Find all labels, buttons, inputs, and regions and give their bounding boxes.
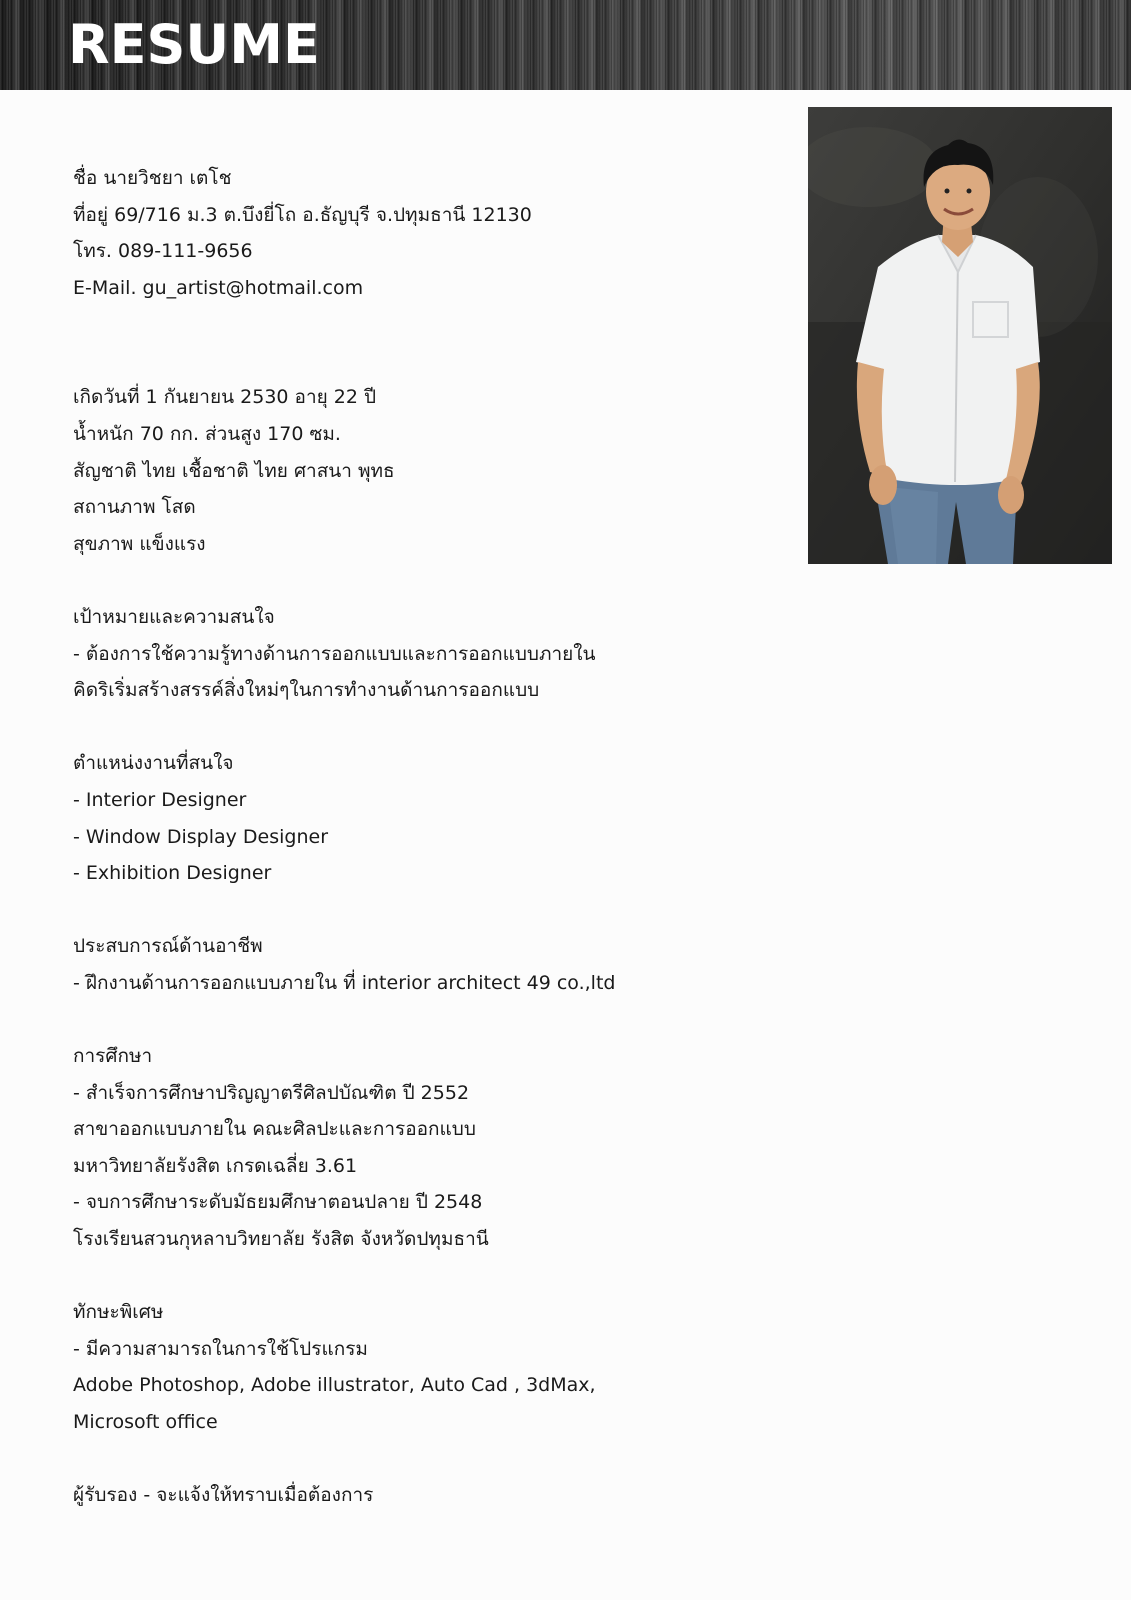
- page-title: RESUME: [68, 13, 320, 76]
- email-line: E-Mail. gu_artist@hotmail.com: [73, 276, 364, 299]
- name-line: ชื่อ นายวิชยา เตโช: [73, 167, 232, 189]
- status-line: สถานภาพ โสด: [73, 496, 196, 519]
- spacer: [73, 892, 793, 929]
- reference-line: ผู้รับรอง - จะแจ้งให้ทราบเมื่อต้องการ: [73, 1484, 374, 1507]
- education-line: - สำเร็จการศึกษาปริญญาตรีศิลปบัณฑิต ปี 2552: [73, 1081, 470, 1104]
- goal-heading: เป้าหมายและความสนใจ: [73, 605, 275, 628]
- position-item: - Exhibition Designer: [73, 862, 272, 885]
- person-portrait-icon: [808, 107, 1112, 564]
- goal-line: คิดริเริ่มสร้างสรรค์สิ่งใหม่ๆในการทำงานด้านการออกแบบ: [73, 679, 540, 702]
- education-heading: การศึกษา: [73, 1045, 153, 1068]
- spacer: [73, 709, 793, 746]
- profile-photo: [808, 107, 1112, 564]
- spacer: [73, 1258, 793, 1295]
- nationality-line: สัญชาติ ไทย เชื้อชาติ ไทย ศาสนา พุทธ: [73, 459, 395, 482]
- skills-line: - มีความสามารถในการใช้โปรแกรม: [73, 1337, 368, 1360]
- education-line: สาขาออกแบบภายใน คณะศิลปะและการออกแบบ: [73, 1118, 476, 1141]
- body-line: น้ำหนัก 70 กก. ส่วนสูง 170 ซม.: [73, 422, 341, 445]
- header-banner: [0, 0, 1131, 90]
- experience-line: - ฝึกงานด้านการออกแบบภายใน ที่ interior architect 49 co.,ltd: [73, 971, 616, 994]
- skills-line: Microsoft office: [73, 1411, 218, 1433]
- phone-line: โทร. 089-111-9656: [73, 240, 253, 263]
- resume-body: [73, 160, 793, 1514]
- health-line: สุขภาพ แข็งแรง: [73, 532, 206, 555]
- birth-line: เกิดวันที่ 1 กันยายน 2530 อายุ 22 ปี: [73, 386, 377, 409]
- experience-heading: ประสบการณ์ด้านอาชีพ: [73, 935, 263, 958]
- address-line: ที่อยู่ 69/716 ม.3 ต.บึงยี่โถ อ.ธัญบุรี จ.ปทุมธานี 12130: [73, 203, 532, 226]
- spacer: [73, 306, 793, 379]
- skills-heading: ทักษะพิเศษ: [73, 1301, 164, 1324]
- spacer: [73, 562, 793, 599]
- education-line: - จบการศึกษาระดับมัธยมศึกษาตอนปลาย ปี 2548: [73, 1191, 483, 1214]
- positions-heading: ตำแหน่งงานที่สนใจ: [73, 752, 234, 775]
- spacer: [73, 1001, 793, 1038]
- goal-line: - ต้องการใช้ความรู้ทางด้านการออกแบบและการออกแบบภายใน: [73, 642, 596, 665]
- spacer: [73, 1441, 793, 1478]
- skills-line: Adobe Photoshop, Adobe illustrator, Auto Cad , 3dMax,: [73, 1374, 596, 1397]
- position-item: - Interior Designer: [73, 788, 247, 811]
- education-line: โรงเรียนสวนกุหลาบวิทยาลัย รังสิต จังหวัดปทุมธานี: [73, 1228, 489, 1251]
- education-line: มหาวิทยาลัยรังสิต เกรดเฉลี่ย 3.61: [73, 1154, 358, 1177]
- position-item: - Window Display Designer: [73, 825, 329, 848]
